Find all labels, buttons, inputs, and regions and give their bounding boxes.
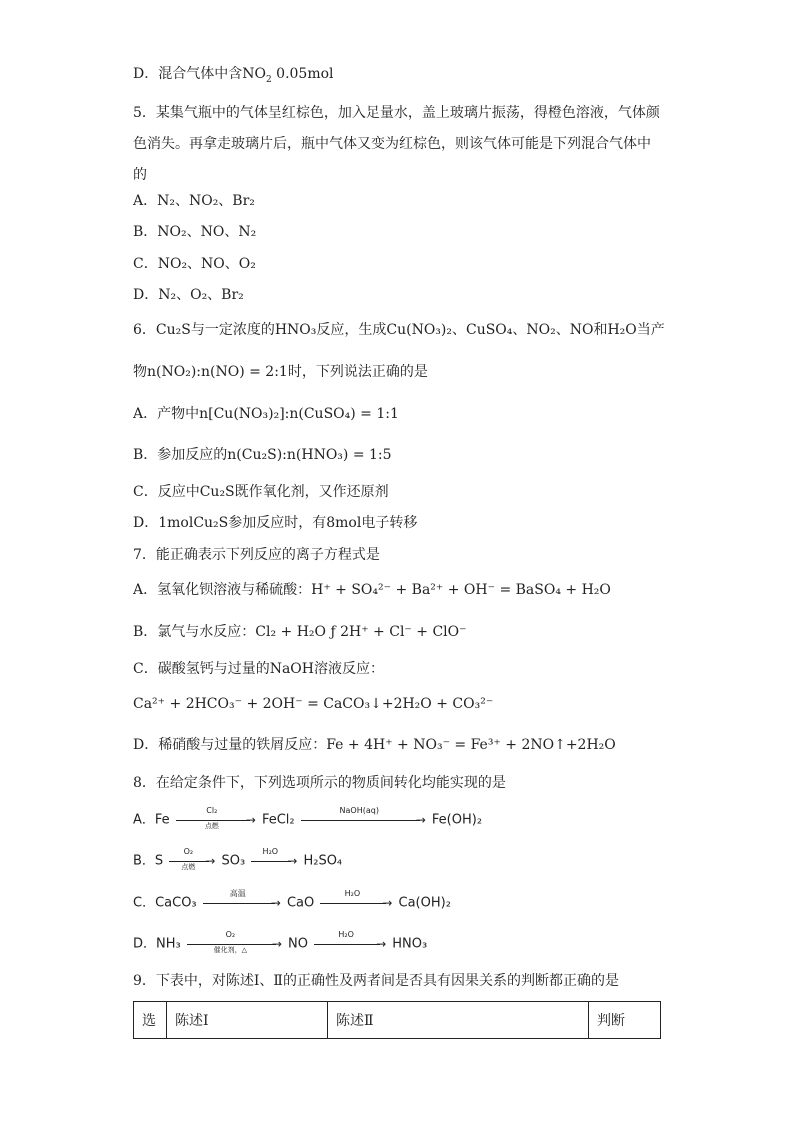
q5-option-b: B．NO₂、NO、N₂ [133, 224, 257, 240]
q7-stem: 7．能正确表示下列反应的离子方程式是 [133, 547, 380, 563]
q6-stem-line2: 物n(NO₂):n(NO) = 2:1时，下列说法正确的是 [133, 364, 428, 380]
q6-stem-line1: 6．Cu₂S与一定浓度的HNO₃反应，生成Cu(NO₃)₂、CuSO₄、NO₂、NO和H₂O当产 [133, 322, 665, 338]
table-header-cell: 选 [134, 1002, 167, 1039]
table-header-row [134, 1002, 661, 1039]
reaction-arrow: 高温 → [203, 893, 281, 913]
table-header-cell: 陈述Ⅱ [328, 1002, 589, 1039]
q7-option-c: C．碳酸氢钙与过量的NaOH溶液反应： [133, 661, 384, 677]
reaction-arrow: Cl₂ → 点燃 [176, 810, 256, 830]
q4-option-d: D．混合气体中含$NO_2$ 0.05mol [133, 66, 334, 85]
q7-option-b: B．氯气与水反应：Cl₂ + H₂O ƒ 2H⁺ + Cl⁻ + ClO⁻ [133, 624, 467, 640]
q8-option-a: A．Fe Cl₂ → 点燃 FeCl₂ NaOH(aq) → Fe(OH)₂ [133, 806, 483, 830]
q5-option-d: D．N₂、O₂、Br₂ [133, 287, 244, 303]
q5-stem: 5．某集气瓶中的气体呈红棕色，加入足量水，盖上玻璃片振荡，得橙色溶液，气体颜色消失。再拿走玻璃片后，瓶中气体又变为红棕色，则该气体可能是下列混合气体中的 [133, 105, 660, 183]
q6-option-d: D．1molCu₂S参加反应时，有8mol电子转移 [133, 515, 418, 531]
q7-option-d: D．稀硝酸与过量的铁屑反应：Fe + 4H⁺ + NO₃⁻ = Fe³⁺ + 2NO↑+2H₂O [133, 737, 616, 753]
q5-option-a: A．N₂、NO₂、Br₂ [133, 193, 255, 209]
q6-option-c: C．反应中Cu₂S既作氧化剂，又作还原剂 [133, 484, 389, 500]
reaction-arrow: O₂ → 点燃 [169, 851, 215, 871]
reaction-arrow: O₂ → 催化剂，△ [187, 934, 282, 954]
reaction-arrow: NaOH(aq) → [301, 810, 426, 830]
q8-option-c: C．CaCO₃ 高温 → CaO H₂O → Ca(OH)₂ [133, 893, 451, 914]
q8-option-d: D．NH₃ O₂ → 催化剂，△ NO H₂O → HNO₃ [133, 930, 428, 954]
q9-stem: 9．下表中，对陈述Ⅰ、Ⅱ的正确性及两者间是否具有因果关系的判断都正确的是 [133, 973, 619, 989]
table-header-cell: 陈述Ⅰ [167, 1002, 328, 1039]
reaction-arrow: H₂O → [320, 893, 392, 913]
q6-option-a: A．产物中n[Cu(NO₃)₂]:n(CuSO₄) = 1:1 [133, 406, 399, 422]
reaction-arrow: H₂O → [251, 851, 297, 871]
q9-table [133, 1001, 661, 1039]
q6-option-b: B．参加反应的n(Cu₂S):n(HNO₃) = 1:5 [133, 447, 392, 463]
q7-option-c-equation: Ca²⁺ + 2HCO₃⁻ + 2OH⁻ = CaCO₃↓+2H₂O + CO₃²⁻ [133, 696, 494, 712]
q5-option-c: C．NO₂、NO、O₂ [133, 256, 256, 272]
q7-option-a: A．氢氧化钡溶液与稀硫酸：H⁺ + SO₄²⁻ + Ba²⁺ + OH⁻ = BaSO₄ + H₂O [133, 582, 611, 598]
reaction-arrow: H₂O → [314, 934, 386, 954]
table-header-cell: 判断 [589, 1002, 661, 1039]
q8-option-b: B．S O₂ → 点燃 SO₃ H₂O → H₂SO₄ [133, 847, 343, 871]
q8-stem: 8．在给定条件下，下列选项所示的物质间转化均能实现的是 [133, 775, 506, 791]
